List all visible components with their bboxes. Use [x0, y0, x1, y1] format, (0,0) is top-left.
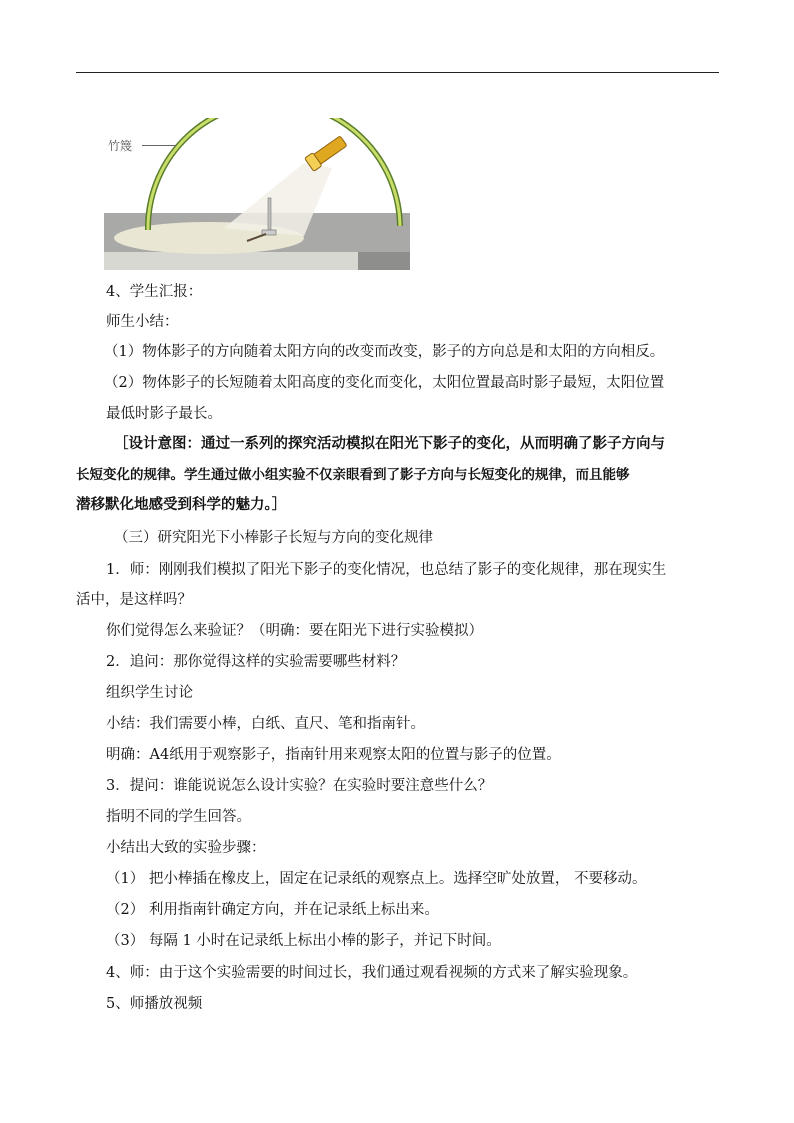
group-discussion: 组织学生讨论 [106, 685, 193, 701]
figure-label-leader [142, 145, 176, 146]
summary-point-2: （2）物体影子的长短随着太阳高度的变化而变化，太阳位置最高时影子最短，太阳位置 [104, 375, 665, 391]
step-2-question: 2．追问：那你觉得这样的实验需要哪些材料？ [106, 654, 406, 670]
header-rule [76, 72, 719, 73]
step-5-video: 5、师播放视频 [106, 996, 203, 1012]
summary-point-1: （1）物体影子的方向随着太阳方向的改变而改变，影子的方向总是和太阳的方向相反。 [104, 344, 665, 360]
design-intent-line-3: 潜移默化地感受到科学的魅力。］ [76, 497, 287, 513]
report-heading: 4、学生汇报： [106, 284, 203, 300]
shadow-experiment-illustration [104, 118, 412, 270]
step-1-question-cont: 活中，是这样吗？ [76, 592, 192, 608]
experiment-step-1: （1） 把小棒插在橡皮上，固定在记录纸的观察点上。选择空旷处放置， 不要移动。 [106, 871, 647, 887]
section-three-heading: （三）研究阳光下小棒影子长短与方向的变化规律 [114, 530, 433, 546]
steps-summary-heading: 小结出大致的实验步骤： [106, 840, 266, 856]
step-4-teacher: 4、师：由于这个实验需要的时间过长，我们通过观看视频的方式来了解实验现象。 [106, 965, 638, 981]
design-intent-line-2: 长短变化的规律。学生通过做小组实验不仅亲眼看到了影子方向与长短变化的规律，而且能够 [76, 467, 630, 483]
step-1-question: 1．师：刚刚我们模拟了阳光下影子的变化情况，也总结了影子的变化规律，那在现实生 [106, 562, 667, 578]
materials-clarification: 明确：A4纸用于观察影子，指南针用来观察太阳的位置与影子的位置。 [106, 747, 561, 763]
materials-summary: 小结：我们需要小棒，白纸、直尺、笔和指南针。 [106, 716, 425, 732]
step-3-question: 3．提问：谁能说说怎么设计实验？在实验时要注意些什么？ [106, 778, 493, 794]
student-answers: 指明不同的学生回答。 [106, 809, 251, 825]
figure-label: 竹篾 [108, 139, 133, 153]
summary-heading: 师生小结： [106, 314, 179, 330]
experiment-step-3: （3） 每隔 1 小时在记录纸上标出小棒的影子，并记下时间。 [106, 933, 501, 949]
summary-point-2-cont: 最低时影子最长。 [106, 406, 222, 422]
design-intent-line-1: ［设计意图：通过一系列的探究活动模拟在阳光下影子的变化，从而明确了影子方向与 [114, 436, 665, 452]
experiment-step-2: （2） 利用指南针确定方向，并在记录纸上标出来。 [106, 902, 439, 918]
verification-question: 你们觉得怎么来验证？（明确：要在阳光下进行实验模拟） [106, 623, 483, 639]
